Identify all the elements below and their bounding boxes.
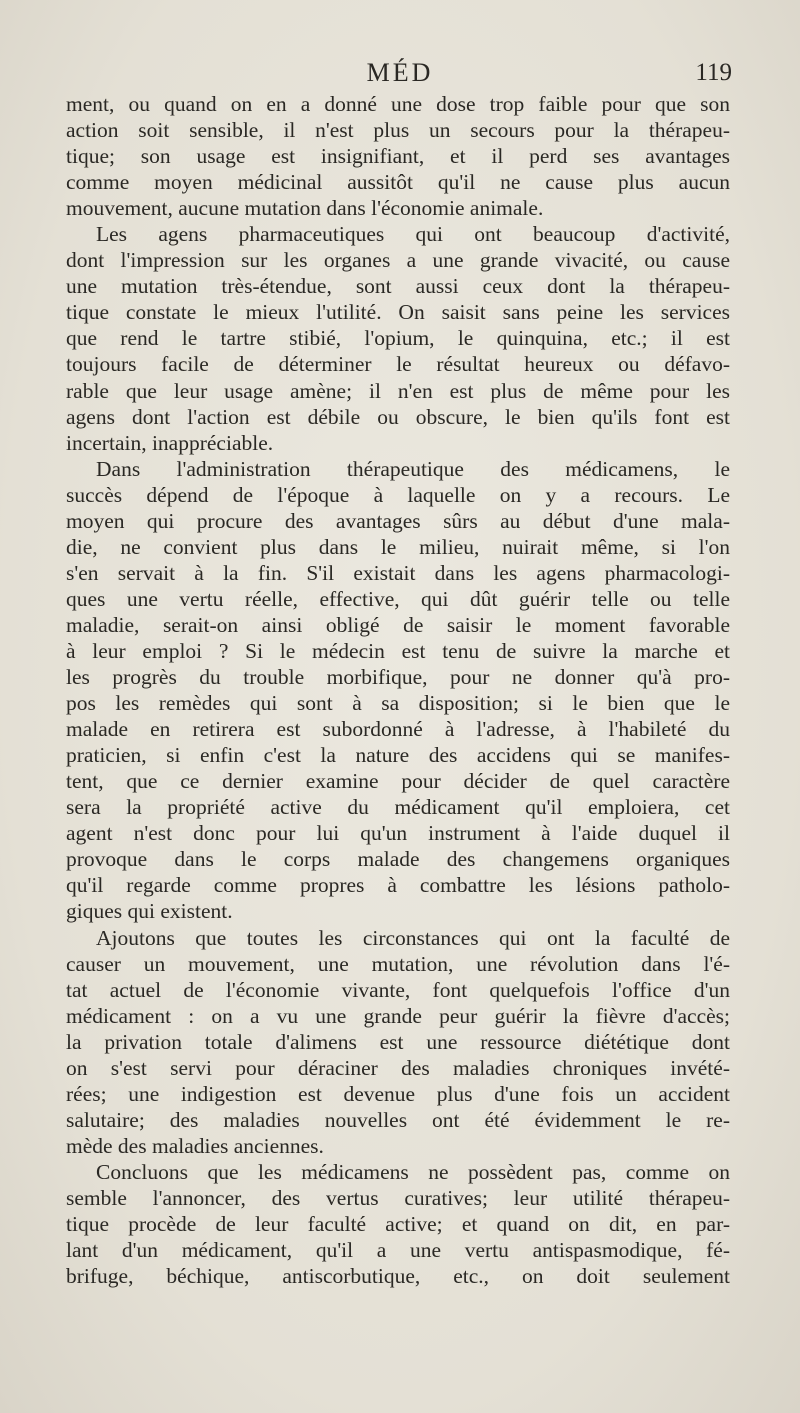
text-line: moyen qui procure des avantages sûrs au début d'une mala-: [66, 508, 730, 533]
text-line: ment, ou quand on en a donné une dose trop faible pour que son: [66, 92, 730, 116]
running-title: MÉD: [366, 58, 434, 87]
body-text: [66, 91, 730, 1289]
text-line: praticien, si enfin c'est la nature des accidens qui se manifes-: [66, 743, 730, 768]
text-line: une mutation très-étendue, sont aussi ceux dont la thérapeu-: [66, 274, 730, 299]
text-line: tent, que ce dernier examine pour décider de quel caractère: [66, 769, 730, 794]
text-line: mède des maladies anciennes.: [66, 1133, 324, 1158]
text-line: ques une vertu réelle, effective, qui dût guérir telle ou telle: [66, 586, 730, 611]
text-line: agent n'est donc pour lui qu'un instrument à l'aide duquel il: [66, 821, 730, 846]
text-line: salutaire; des maladies nouvelles ont été évidemment le re-: [66, 1107, 730, 1132]
text-line: rées; une indigestion est devenue plus d'une fois un accident: [66, 1081, 730, 1106]
text-line: la privation totale d'alimens est une ressource diététique dont: [66, 1029, 730, 1054]
text-line: qu'il regarde comme propres à combattre les lésions patholo-: [66, 873, 730, 898]
text-line: giques qui existent.: [66, 899, 233, 924]
text-line: Dans l'administration thérapeutique des médicamens, le: [96, 456, 730, 481]
text-line: que rend le tartre stibié, l'opium, le quinquina, etc.; il est: [66, 326, 730, 351]
text-line: médicament : on a vu une grande peur guérir la fièvre d'accès;: [66, 1003, 730, 1028]
text-line: rable que leur usage amène; il n'en est plus de même pour les: [66, 378, 730, 403]
text-line: action soit sensible, il n'est plus un secours pour la thérapeu-: [66, 118, 730, 143]
text-line: pos les remèdes qui sont à sa disposition; si le bien que le: [66, 691, 730, 716]
text-line: comme moyen médicinal aussitôt qu'il ne cause plus aucun: [66, 170, 730, 195]
text-line: à leur emploi ? Si le médecin est tenu de suivre la marche et: [66, 638, 730, 663]
text-line: malade en retirera est subordonné à l'adresse, à l'habileté du: [66, 717, 730, 742]
text-line: semble l'annoncer, des vertus curatives; leur utilité thérapeu-: [66, 1185, 730, 1210]
text-line: brifuge, béchique, antiscorbutique, etc., on doit seulement: [66, 1264, 730, 1289]
page-number: 119: [695, 59, 732, 86]
text-line: tique procède de leur faculté active; et quand on dit, en par-: [66, 1212, 730, 1237]
text-line: dont l'impression sur les organes a une grande vivacité, ou cause: [66, 248, 730, 273]
text-line: tat actuel de l'économie vivante, font quelquefois l'office d'un: [66, 977, 730, 1002]
text-line: succès dépend de l'époque à laquelle on y a recours. Le: [66, 482, 730, 507]
text-line: on s'est servi pour déraciner des maladies chroniques invété-: [66, 1055, 730, 1080]
text-line: lant d'un médicament, qu'il a une vertu antispasmodique, fé-: [66, 1238, 730, 1263]
text-line: agens dont l'action est débile ou obscure, le bien qu'ils font est: [66, 404, 730, 429]
text-line: Ajoutons que toutes les circonstances qui ont la faculté de: [96, 925, 730, 950]
page-header: [0, 56, 800, 90]
text-line: incertain, inappréciable.: [66, 430, 274, 455]
text-line: provoque dans le corps malade des changemens organiques: [66, 847, 730, 872]
text-line: Les agens pharmaceutiques qui ont beaucoup d'activité,: [96, 222, 730, 247]
text-line: maladie, serait-on ainsi obligé de saisir le moment favorable: [66, 612, 730, 637]
text-line: s'en servait à la fin. S'il existait dans les agens pharmacologi-: [66, 560, 730, 585]
text-line: tique; son usage est insignifiant, et il perd ses avantages: [66, 144, 730, 169]
text-line: mouvement, aucune mutation dans l'économie animale.: [66, 196, 544, 221]
text-line: toujours facile de déterminer le résultat heureux ou défavo-: [66, 352, 730, 377]
text-line: sera la propriété active du médicament qu'il emploiera, cet: [66, 795, 730, 820]
text-line: tique constate le mieux l'utilité. On saisit sans peine les services: [66, 300, 730, 325]
text-line: die, ne convient plus dans le milieu, nuirait même, si l'on: [66, 534, 730, 559]
text-line: Concluons que les médicamens ne possèdent pas, comme on: [96, 1159, 730, 1184]
text-line: causer un mouvement, une mutation, une révolution dans l'é-: [66, 951, 730, 976]
text-line: les progrès du trouble morbifique, pour ne donner qu'à pro-: [66, 665, 730, 690]
